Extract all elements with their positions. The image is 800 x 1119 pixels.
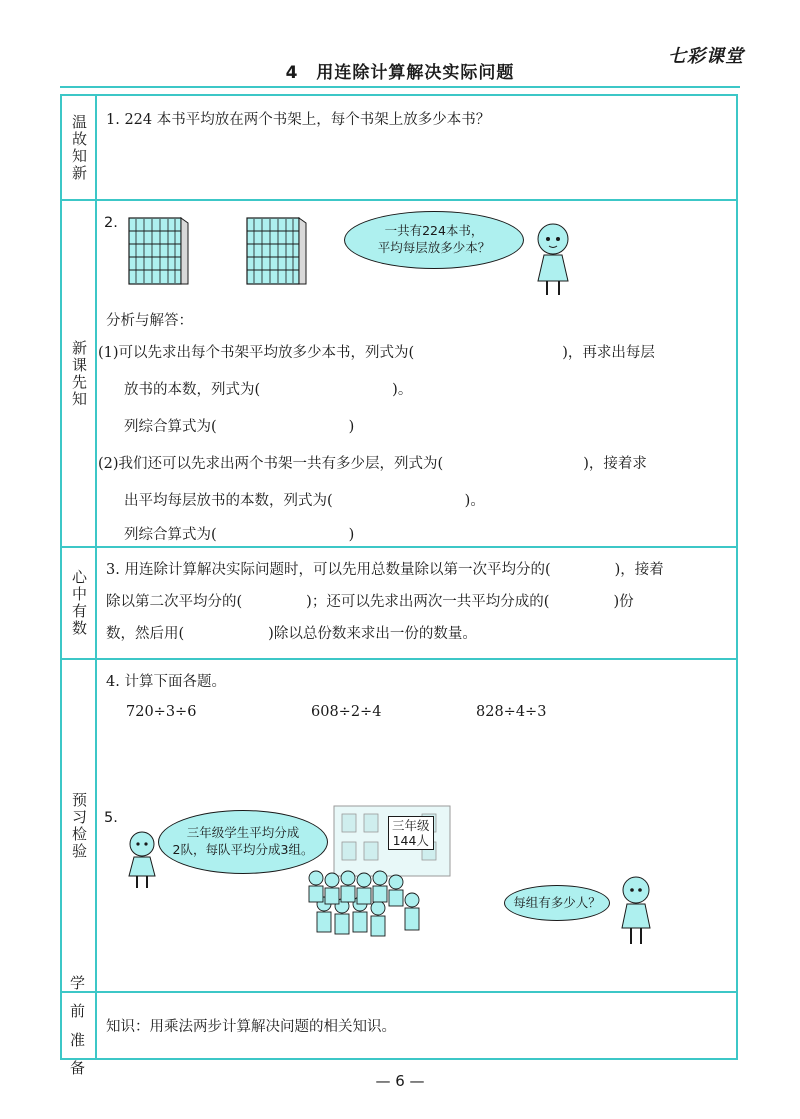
speech-bubble bbox=[344, 211, 524, 269]
worksheet-frame bbox=[60, 94, 738, 1077]
question-1: 1. 224 本书平均放在两个书架上，每个书架上放多少本书？ bbox=[106, 112, 491, 128]
part-1-line: (1)可以先求出每个书架平均放多少本书，列式为( )，再求出每层 bbox=[98, 345, 655, 361]
section-label: 学前准备 bbox=[69, 973, 87, 1077]
girl-character-icon bbox=[530, 221, 576, 299]
combined-formula-2: 列综合算式为( ) bbox=[124, 527, 355, 543]
bubble-line: 2队，每队平均分成3组。 bbox=[172, 842, 314, 857]
bubble-line: 三年级学生平均分成 bbox=[186, 825, 300, 841]
bubble-line: 一共有224本书， bbox=[384, 223, 484, 239]
question-3-line-3: 数，然后用( )除以总份数来求出一份的数量。 bbox=[106, 626, 477, 642]
question-3-line-2: 除以第二次平均分的( )；还可以先求出两次一共平均分成的( )份 bbox=[106, 594, 634, 610]
calc-expression: 828÷4÷3 bbox=[476, 704, 547, 720]
part-1-line-2: 放书的本数，列式为( )。 bbox=[124, 382, 413, 398]
section-label-cell bbox=[62, 660, 97, 991]
header-rule bbox=[60, 86, 740, 88]
speech-bubble bbox=[158, 810, 328, 874]
page-title: 4 用连除计算解决实际问题 bbox=[285, 63, 515, 83]
bubble-line: 每组有多少人？ bbox=[513, 894, 601, 910]
prep-knowledge: 知识：用乘法两步计算解决问题的相关知识。 bbox=[106, 1019, 396, 1035]
bookshelf-icon bbox=[128, 217, 190, 285]
girl-character-icon bbox=[616, 874, 656, 948]
question-2-number: 2. bbox=[104, 215, 118, 231]
section-preview-check bbox=[62, 660, 736, 993]
girl-character-icon bbox=[124, 830, 160, 890]
section-label: 温故知新 bbox=[70, 113, 88, 182]
page-number: — 6 — bbox=[375, 1072, 425, 1090]
section-review bbox=[62, 96, 736, 201]
combined-formula-1: 列综合算式为( ) bbox=[124, 419, 355, 435]
bookshelf-icon bbox=[246, 217, 308, 285]
section-label: 预习检验 bbox=[70, 791, 88, 860]
speech-bubble bbox=[504, 885, 610, 921]
brand-logo: 七彩课堂 bbox=[668, 46, 744, 67]
section-key-points bbox=[62, 548, 736, 660]
class-sign: 三年级 144人 bbox=[388, 816, 434, 850]
part-2-line: (2)我们还可以先求出两个书架一共有多少层，列式为( )，接着求 bbox=[98, 456, 647, 472]
question-5-number: 5. bbox=[104, 810, 118, 826]
question-3-line-1: 3. 用连除计算解决实际问题时，可以先用总数量除以第一次平均分的( )，接着 bbox=[106, 562, 664, 578]
section-label: 新课先知 bbox=[70, 339, 88, 408]
section-preparation bbox=[62, 973, 736, 1077]
section-label-cell bbox=[62, 96, 97, 199]
calc-expression: 608÷2÷4 bbox=[311, 704, 382, 720]
section-label: 心中有数 bbox=[70, 569, 88, 637]
question-4-heading: 4. 计算下面各题。 bbox=[106, 674, 226, 690]
section-label-cell bbox=[62, 973, 97, 1077]
section-label-cell bbox=[62, 548, 97, 658]
bubble-line: 平均每层放多少本？ bbox=[377, 240, 491, 255]
analysis-heading: 分析与解答： bbox=[106, 313, 193, 329]
section-label-cell bbox=[62, 201, 97, 546]
calc-expression: 720÷3÷6 bbox=[126, 704, 197, 720]
section-new-lesson bbox=[62, 201, 736, 548]
part-2-line-2: 出平均每层放书的本数，列式为( )。 bbox=[124, 493, 485, 509]
